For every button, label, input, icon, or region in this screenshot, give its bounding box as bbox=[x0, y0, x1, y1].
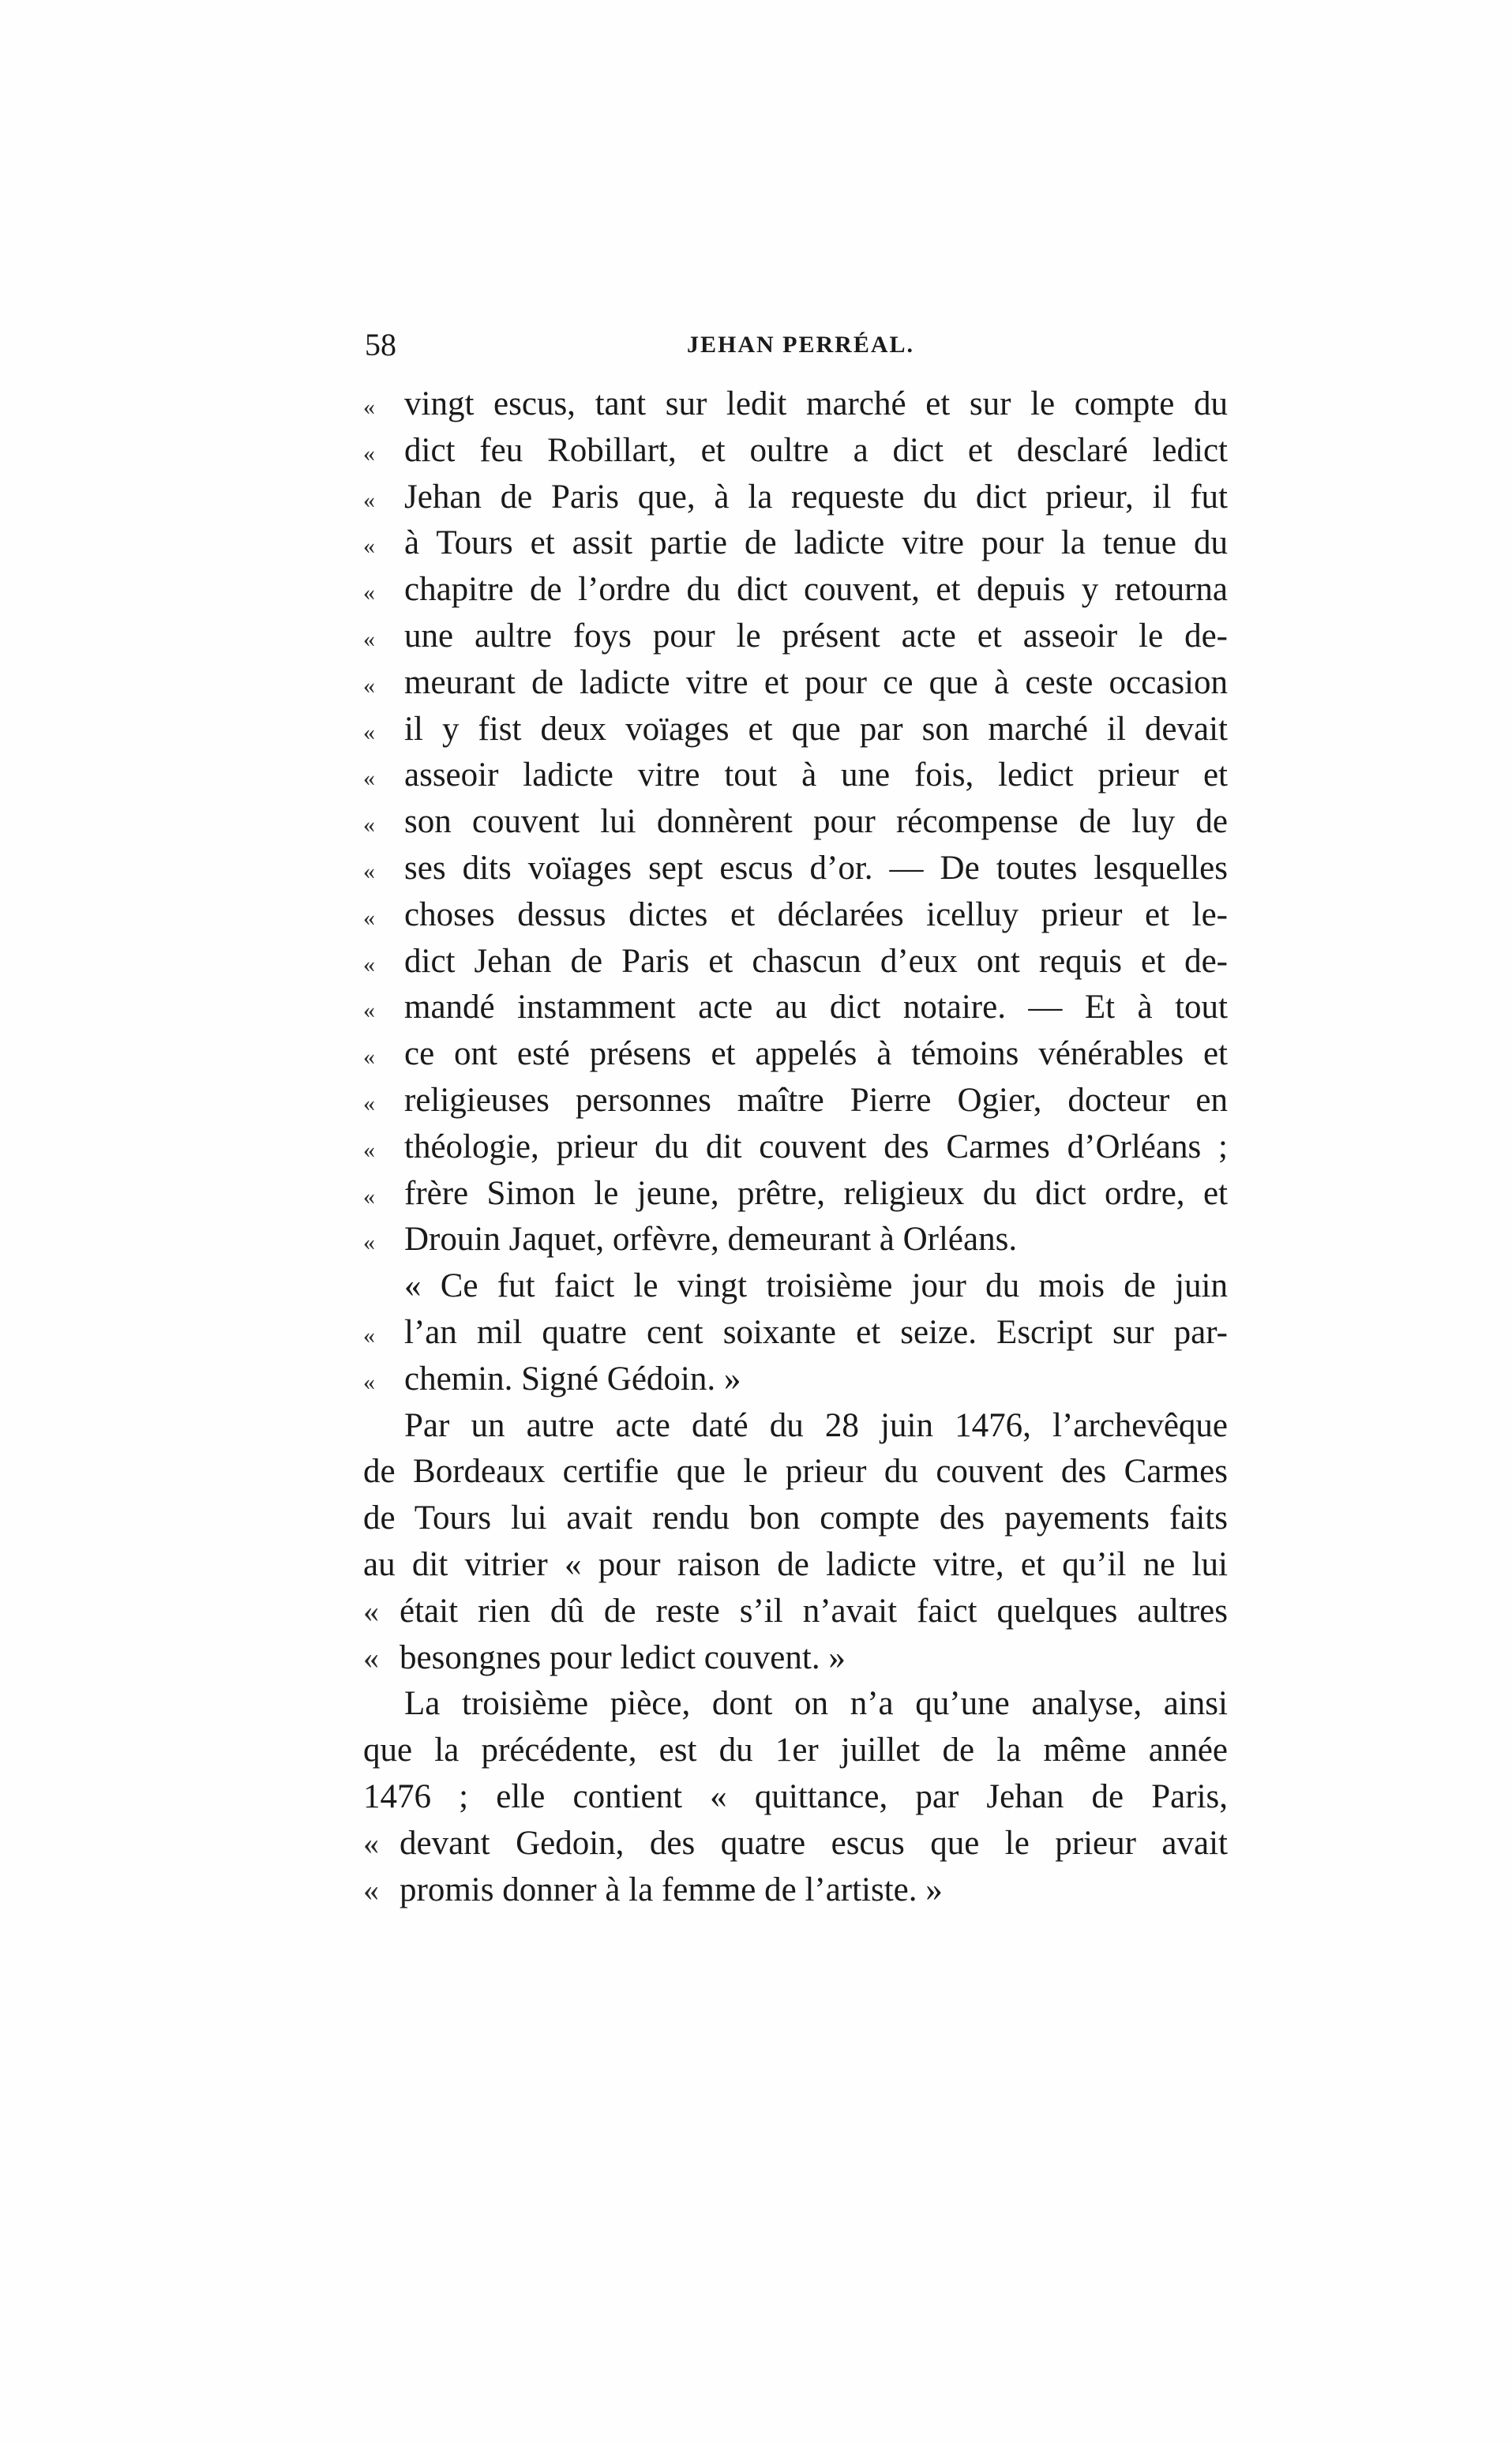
text-line bbox=[363, 1171, 1228, 1218]
running-title: JEHAN PERRÉAL. bbox=[687, 332, 915, 358]
quote-mark: « bbox=[363, 672, 375, 699]
text-line bbox=[363, 707, 1228, 753]
line-text: mandé instamment acte au dict notaire. — Et à tout bbox=[404, 989, 1228, 1026]
line-text: à Tours et assit partie de ladicte vitre pour la tenue du bbox=[404, 524, 1228, 562]
line-text: Jehan de Paris que, à la requeste du dict prieur, il fut bbox=[404, 478, 1228, 516]
line-text: vingt escus, tant sur ledit marché et sur le compte du bbox=[404, 385, 1228, 422]
text-line bbox=[363, 1403, 1228, 1450]
quote-mark: « bbox=[363, 580, 375, 606]
quote-mark: « bbox=[363, 533, 375, 560]
text-line bbox=[363, 939, 1228, 985]
text-line bbox=[363, 567, 1228, 614]
quote-mark: « bbox=[363, 1183, 375, 1210]
line-text: Drouin Jaquet, orfèvre, demeurant à Orléans. bbox=[404, 1221, 1018, 1259]
text-line bbox=[363, 1774, 1228, 1821]
quote-mark: « bbox=[363, 904, 375, 931]
quote-mark: « bbox=[363, 1090, 375, 1116]
text-line bbox=[363, 1449, 1228, 1495]
quote-mark: « bbox=[363, 1825, 379, 1861]
quote-mark: « bbox=[363, 951, 375, 978]
line-text: besongnes pour ledict couvent. » bbox=[400, 1638, 846, 1676]
line-text: « Ce fut faict le vingt troisième jour du mois de juin bbox=[404, 1267, 1228, 1305]
text-line bbox=[363, 846, 1228, 892]
text-line bbox=[363, 1217, 1228, 1263]
text-line bbox=[363, 1821, 1228, 1867]
quote-mark: « bbox=[363, 440, 375, 467]
line-text: choses dessus dictes et déclarées icelluy prieur et le- bbox=[404, 895, 1228, 933]
text-line bbox=[363, 1635, 1228, 1682]
line-text: son couvent lui donnèrent pour récompense de luy de bbox=[404, 803, 1228, 841]
line-text: que la précédente, est du 1er juillet de la même année bbox=[363, 1732, 1228, 1769]
text-line bbox=[363, 1867, 1228, 1914]
text-line bbox=[363, 752, 1228, 799]
line-text: théologie, prieur du dit couvent des Carmes d’Orléans ; bbox=[404, 1128, 1228, 1165]
page-number: 58 bbox=[365, 327, 396, 362]
quote-mark: « bbox=[363, 1322, 375, 1349]
line-text: chemin. Signé Gédoin. » bbox=[404, 1360, 741, 1398]
text-line bbox=[363, 1728, 1228, 1774]
text-line bbox=[363, 475, 1228, 521]
text-line bbox=[363, 381, 1228, 428]
text-line bbox=[363, 520, 1228, 567]
text-line bbox=[363, 1357, 1228, 1403]
line-text: 1476 ; elle contient « quittance, par Jehan de Paris, bbox=[363, 1777, 1228, 1815]
text-line bbox=[363, 1078, 1228, 1124]
quote-mark: « bbox=[363, 1639, 379, 1676]
line-text: chapitre de l’ordre du dict couvent, et depuis y retourna bbox=[404, 571, 1228, 609]
quote-mark: « bbox=[363, 1136, 375, 1163]
text-line bbox=[363, 1124, 1228, 1171]
line-text: promis donner à la femme de l’artiste. » bbox=[400, 1871, 943, 1908]
quote-mark: « bbox=[363, 765, 375, 792]
line-text: asseoir ladicte vitre tout à une fois, ledict prieur et bbox=[404, 756, 1228, 794]
quote-mark: « bbox=[363, 857, 375, 884]
line-text: frère Simon le jeune, prêtre, religieux du dict ordre, et bbox=[404, 1174, 1228, 1212]
line-text: ses dits voïages sept escus d’or. — De toutes lesquelles bbox=[404, 849, 1228, 887]
line-text: dict Jehan de Paris et chascun d’eux ont requis et de- bbox=[404, 942, 1228, 980]
body-text bbox=[363, 381, 1228, 1913]
line-text: au dit vitrier « pour raison de ladicte vitre, et qu’il ne lui bbox=[363, 1545, 1228, 1583]
quote-mark: « bbox=[363, 719, 375, 745]
text-line bbox=[363, 1495, 1228, 1542]
quote-mark: « bbox=[363, 1871, 379, 1908]
text-line bbox=[363, 660, 1228, 707]
line-text: religieuses personnes maître Pierre Ogier, docteur en bbox=[404, 1081, 1228, 1119]
text-line bbox=[363, 799, 1228, 846]
line-text: dict feu Robillart, et oultre a dict et desclaré ledict bbox=[404, 431, 1228, 469]
text-line bbox=[363, 985, 1228, 1031]
quote-mark: « bbox=[363, 1593, 379, 1629]
text-line bbox=[363, 1681, 1228, 1728]
line-text: de Tours lui avait rendu bon compte des payements faits bbox=[363, 1499, 1228, 1537]
quote-mark: « bbox=[363, 1229, 375, 1256]
quote-mark: « bbox=[363, 1044, 375, 1071]
line-text: La troisième pièce, dont on n’a qu’une analyse, ainsi bbox=[404, 1685, 1228, 1723]
line-text: il y fist deux voïages et que par son marché il devait bbox=[404, 710, 1228, 748]
quote-mark: « bbox=[363, 625, 375, 652]
line-text: ce ont esté présens et appelés à témoins vénérables et bbox=[404, 1035, 1228, 1073]
text-line bbox=[363, 1589, 1228, 1635]
line-text: l’an mil quatre cent soixante et seize. Escript sur par- bbox=[404, 1313, 1228, 1351]
line-text: une aultre foys pour le présent acte et asseoir le de- bbox=[404, 617, 1228, 655]
quote-mark: « bbox=[363, 812, 375, 839]
text-line bbox=[363, 1542, 1228, 1589]
text-line bbox=[363, 428, 1228, 475]
text-line bbox=[363, 1031, 1228, 1078]
line-text: était rien dû de reste s’il n’avait faict quelques aultres bbox=[400, 1592, 1228, 1630]
quote-mark: « bbox=[363, 997, 375, 1024]
text-line bbox=[363, 1263, 1228, 1310]
line-text: Par un autre acte daté du 28 juin 1476, l’archevêque bbox=[404, 1406, 1228, 1444]
line-text: de Bordeaux certifie que le prieur du couvent des Carmes bbox=[363, 1453, 1228, 1491]
line-text: devant Gedoin, des quatre escus que le prieur avait bbox=[400, 1824, 1228, 1862]
line-text: meurant de ladicte vitre et pour ce que à ceste occasion bbox=[404, 663, 1228, 701]
page-header bbox=[365, 325, 1233, 365]
quote-mark: « bbox=[363, 1368, 375, 1395]
text-line bbox=[363, 614, 1228, 660]
quote-mark: « bbox=[363, 394, 375, 420]
text-line bbox=[363, 892, 1228, 939]
quote-mark: « bbox=[363, 486, 375, 513]
text-line bbox=[363, 1310, 1228, 1357]
